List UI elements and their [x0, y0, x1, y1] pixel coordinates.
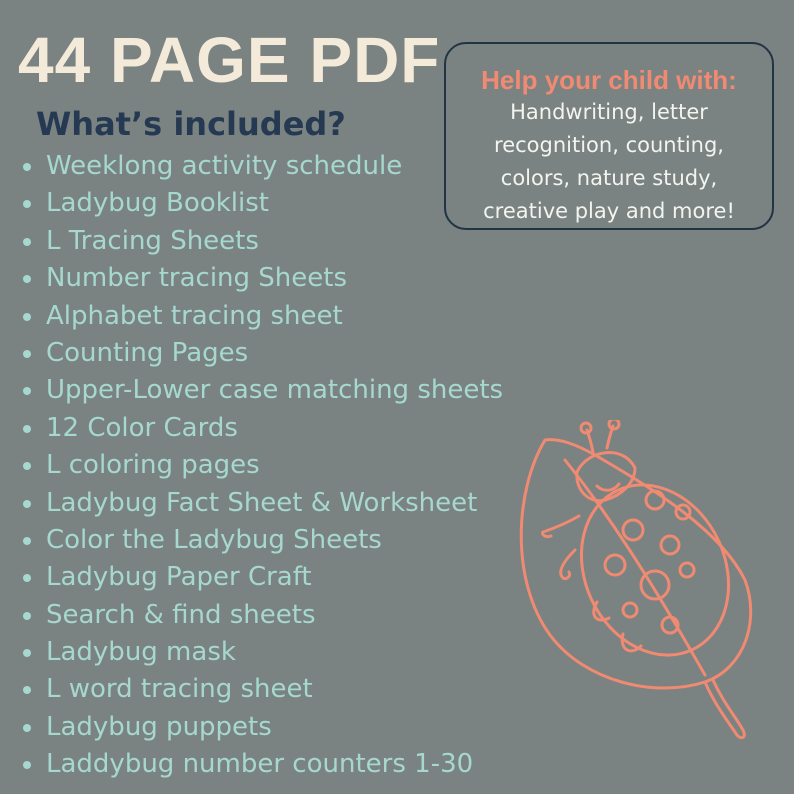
- list-item: Search & find sheets: [20, 597, 503, 634]
- list-item: Ladybug mask: [20, 634, 503, 671]
- included-items-list: [20, 148, 503, 784]
- list-item: Color the Ladybug Sheets: [20, 522, 503, 559]
- help-line: recognition, counting,: [494, 133, 724, 157]
- list-item: L coloring pages: [20, 447, 503, 484]
- list-item: Ladybug Fact Sheet & Worksheet: [20, 485, 503, 522]
- help-line: creative play and more!: [483, 199, 735, 223]
- help-line: Handwriting, letter: [510, 100, 708, 124]
- list-item: Counting Pages: [20, 335, 503, 372]
- list-item: Number tracing Sheets: [20, 260, 503, 297]
- list-item: L Tracing Sheets: [20, 223, 503, 260]
- help-title: Help your child with:: [481, 65, 737, 95]
- page-subtitle: What’s included?: [36, 105, 346, 143]
- list-item: Upper-Lower case matching sheets: [20, 372, 503, 409]
- list-item: 12 Color Cards: [20, 410, 503, 447]
- list-item: Alphabet tracing sheet: [20, 298, 503, 335]
- help-callout-box: [444, 42, 774, 230]
- list-item: Ladybug Booklist: [20, 185, 503, 222]
- help-line: colors, nature study,: [500, 166, 718, 190]
- ladybug-on-leaf-icon: [505, 420, 775, 750]
- page-title: 44 PAGE PDF: [18, 24, 441, 96]
- list-item: L word tracing sheet: [20, 671, 503, 708]
- list-item: Ladybug Paper Craft: [20, 559, 503, 596]
- list-item: Laddybug number counters 1-30: [20, 746, 503, 783]
- list-item: Ladybug puppets: [20, 709, 503, 746]
- list-item: Weeklong activity schedule: [20, 148, 503, 185]
